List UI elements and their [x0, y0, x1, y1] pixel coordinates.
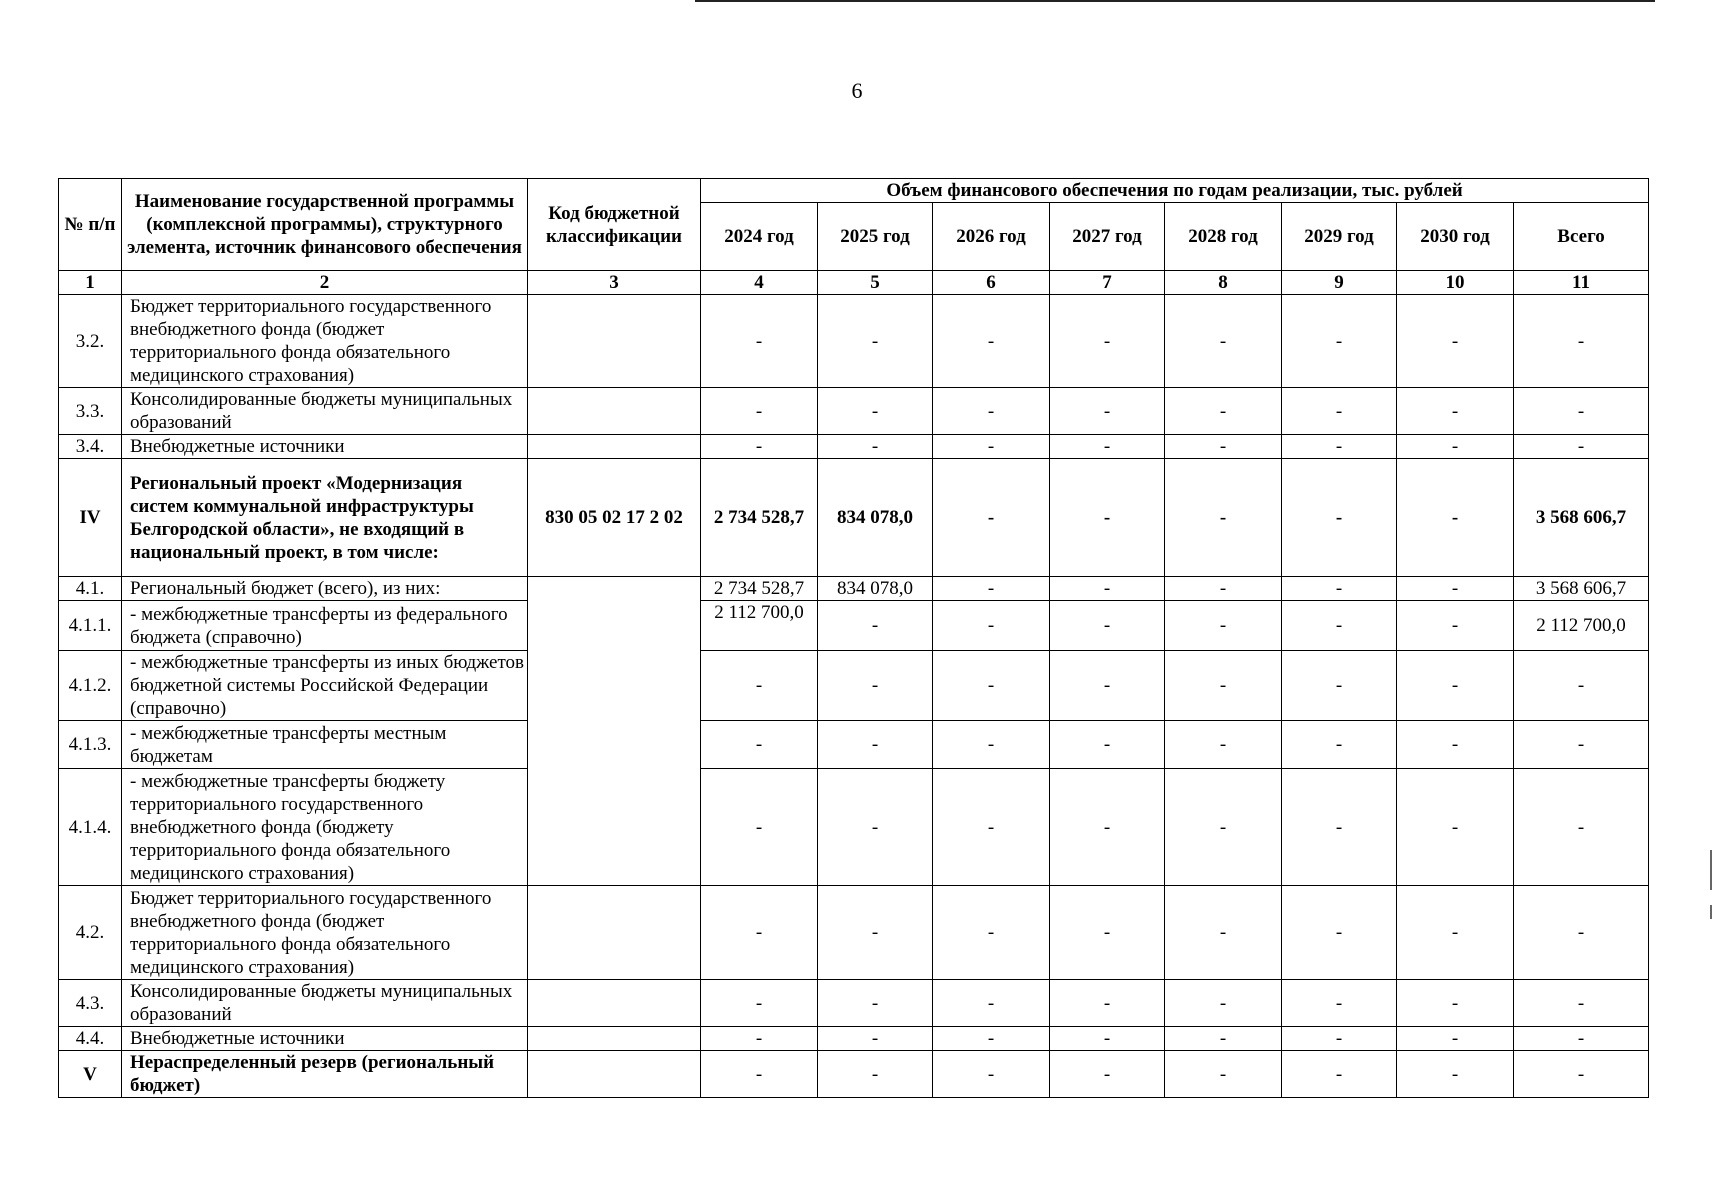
value-cell: -	[1165, 577, 1282, 601]
row-num: 3.3.	[59, 388, 122, 435]
value-cell: -	[1165, 601, 1282, 651]
header-year-2026: 2026 год	[933, 203, 1050, 271]
row-code	[528, 435, 701, 459]
value-cell: -	[701, 1051, 818, 1098]
table-row	[59, 388, 1649, 435]
table-row	[59, 886, 1649, 980]
value-cell: -	[1165, 459, 1282, 577]
row-code	[528, 886, 701, 980]
row-num: 4.1.1.	[59, 601, 122, 651]
value-cell: -	[1397, 1051, 1514, 1098]
table-row	[59, 1027, 1649, 1051]
col-number: 5	[818, 271, 933, 295]
table-row	[59, 459, 1649, 577]
value-cell: -	[1050, 1051, 1165, 1098]
value-cell: 2 734 528,7	[701, 577, 818, 601]
table-row	[59, 1051, 1649, 1098]
value-cell: -	[1050, 651, 1165, 721]
value-cell: -	[933, 1027, 1050, 1051]
value-cell: -	[933, 651, 1050, 721]
value-cell: -	[1397, 769, 1514, 886]
value-cell: -	[1282, 388, 1397, 435]
value-cell: -	[701, 651, 818, 721]
value-cell: -	[818, 980, 933, 1027]
value-cell: -	[701, 388, 818, 435]
value-cell: -	[1397, 459, 1514, 577]
value-cell: 3 568 606,7	[1514, 577, 1649, 601]
row-code: 830 05 02 17 2 02	[528, 459, 701, 577]
value-cell: -	[1282, 435, 1397, 459]
value-cell: -	[1165, 1051, 1282, 1098]
row-name: - межбюджетные трансферты местным бюджетам	[122, 721, 528, 769]
value-cell: -	[1282, 721, 1397, 769]
value-cell: -	[1050, 577, 1165, 601]
value-cell: -	[1282, 769, 1397, 886]
value-cell: -	[933, 721, 1050, 769]
value-cell: -	[1397, 886, 1514, 980]
col-number: 6	[933, 271, 1050, 295]
value-cell: -	[701, 886, 818, 980]
value-cell: -	[1397, 980, 1514, 1027]
value-cell: -	[1282, 651, 1397, 721]
row-num: 3.4.	[59, 435, 122, 459]
value-cell: -	[933, 295, 1050, 388]
value-cell: -	[1282, 886, 1397, 980]
value-cell: 834 078,0	[818, 459, 933, 577]
col-number: 2	[122, 271, 528, 295]
value-cell: -	[1165, 435, 1282, 459]
value-cell: -	[933, 601, 1050, 651]
row-name: Региональный проект «Модернизация систем коммунальной инфраструктуры Белгородской области», не входящий в национальный проект, в том числе:	[122, 459, 528, 577]
row-num: 4.1.3.	[59, 721, 122, 769]
row-name: Консолидированные бюджеты муниципальных образований	[122, 388, 528, 435]
col-number: 1	[59, 271, 122, 295]
value-cell: -	[818, 886, 933, 980]
financing-table	[58, 178, 1649, 1098]
value-cell: -	[1397, 651, 1514, 721]
table-row	[59, 980, 1649, 1027]
row-name: Бюджет территориального государственного внебюджетного фонда (бюджет территориального фонда обязательного медицинского страхования)	[122, 295, 528, 388]
value-cell: 2 112 700,0	[1514, 601, 1649, 651]
value-cell: -	[1514, 721, 1649, 769]
row-code	[528, 577, 701, 886]
value-cell: -	[1514, 1027, 1649, 1051]
value-cell: -	[1514, 388, 1649, 435]
value-cell: -	[818, 721, 933, 769]
col-number: 11	[1514, 271, 1649, 295]
table-row	[59, 295, 1649, 388]
row-name: Бюджет территориального государственного внебюджетного фонда (бюджет территориального фонда обязательного медицинского страхования)	[122, 886, 528, 980]
table-row	[59, 601, 1649, 651]
margin-mark	[1710, 850, 1712, 890]
value-cell: -	[1050, 459, 1165, 577]
row-num: 4.1.	[59, 577, 122, 601]
row-num: 4.4.	[59, 1027, 122, 1051]
row-name: Региональный бюджет (всего), из них:	[122, 577, 528, 601]
row-num: 4.1.4.	[59, 769, 122, 886]
value-cell: -	[1397, 435, 1514, 459]
row-name: Внебюджетные источники	[122, 1027, 528, 1051]
table-row	[59, 721, 1649, 769]
value-cell: -	[1282, 601, 1397, 651]
value-cell: 3 568 606,7	[1514, 459, 1649, 577]
value-cell: -	[1050, 435, 1165, 459]
value-cell: -	[933, 459, 1050, 577]
value-cell: -	[1514, 435, 1649, 459]
value-cell: -	[1397, 577, 1514, 601]
value-cell: -	[701, 1027, 818, 1051]
col-number: 8	[1165, 271, 1282, 295]
header-code: Код бюджетной классификации	[528, 179, 701, 271]
value-cell: -	[1282, 459, 1397, 577]
row-name: Консолидированные бюджеты муниципальных образований	[122, 980, 528, 1027]
value-cell: -	[933, 388, 1050, 435]
value-cell: -	[1514, 980, 1649, 1027]
value-cell: -	[818, 1051, 933, 1098]
value-cell: -	[1165, 769, 1282, 886]
value-cell: -	[818, 295, 933, 388]
value-cell: -	[1050, 886, 1165, 980]
value-cell: -	[933, 577, 1050, 601]
table-row	[59, 651, 1649, 721]
value-cell: -	[1514, 295, 1649, 388]
value-cell: -	[701, 295, 818, 388]
value-cell: -	[1165, 388, 1282, 435]
value-cell: -	[1514, 886, 1649, 980]
value-cell: -	[1282, 980, 1397, 1027]
page-number: 6	[851, 78, 863, 103]
value-cell: -	[1514, 1051, 1649, 1098]
row-num: V	[59, 1051, 122, 1098]
row-name: - межбюджетные трансферты из иных бюджетов бюджетной системы Российской Федерации (справочно)	[122, 651, 528, 721]
table-row	[59, 769, 1649, 886]
value-cell: -	[933, 769, 1050, 886]
header-volume: Объем финансового обеспечения по годам реализации, тыс. рублей	[701, 179, 1649, 203]
value-cell: -	[1165, 1027, 1282, 1051]
value-cell: -	[1050, 980, 1165, 1027]
value-cell: -	[1165, 721, 1282, 769]
header-year-2029: 2029 год	[1282, 203, 1397, 271]
value-cell: -	[1050, 1027, 1165, 1051]
value-cell: -	[1282, 295, 1397, 388]
value-cell: -	[1165, 295, 1282, 388]
value-cell: -	[1165, 980, 1282, 1027]
table-row	[59, 577, 1649, 601]
margin-mark	[1710, 905, 1712, 919]
value-cell: -	[1050, 769, 1165, 886]
value-cell: -	[701, 435, 818, 459]
value-cell: -	[1397, 601, 1514, 651]
row-code	[528, 1027, 701, 1051]
value-cell: -	[933, 980, 1050, 1027]
row-name: Нераспределенный резерв (региональный бюджет)	[122, 1051, 528, 1098]
value-cell: -	[933, 1051, 1050, 1098]
row-code	[528, 1051, 701, 1098]
value-cell: -	[1050, 601, 1165, 651]
col-number: 4	[701, 271, 818, 295]
row-code	[528, 388, 701, 435]
header-year-2028: 2028 год	[1165, 203, 1282, 271]
value-cell: -	[701, 721, 818, 769]
value-cell: -	[1397, 721, 1514, 769]
value-cell: -	[818, 651, 933, 721]
row-code	[528, 295, 701, 388]
value-cell: -	[1050, 721, 1165, 769]
row-name: - межбюджетные трансферты бюджету территориального государственного внебюджетного фонда (бюджету территориального фонда обязательного медицинского страхования)	[122, 769, 528, 886]
row-num: 4.1.2.	[59, 651, 122, 721]
value-cell: -	[818, 1027, 933, 1051]
header-year-2027: 2027 год	[1050, 203, 1165, 271]
row-num: IV	[59, 459, 122, 577]
value-cell: -	[1165, 886, 1282, 980]
header-total: Всего	[1514, 203, 1649, 271]
value-cell: -	[701, 769, 818, 886]
value-cell: 834 078,0	[818, 577, 933, 601]
header-year-2025: 2025 год	[818, 203, 933, 271]
value-cell: -	[818, 769, 933, 886]
value-cell: -	[1397, 1027, 1514, 1051]
row-name: - межбюджетные трансферты из федерального бюджета (справочно)	[122, 601, 528, 651]
header-name: Наименование государственной программы (комплексной программы), структурного элемента, источник финансового обеспечения	[122, 179, 528, 271]
header-year-2030: 2030 год	[1397, 203, 1514, 271]
header-num: № п/п	[59, 179, 122, 271]
row-num: 4.3.	[59, 980, 122, 1027]
row-num: 3.2.	[59, 295, 122, 388]
row-code	[528, 980, 701, 1027]
table-row	[59, 435, 1649, 459]
col-number: 3	[528, 271, 701, 295]
top-rule	[695, 0, 1655, 2]
row-num: 4.2.	[59, 886, 122, 980]
col-number: 7	[1050, 271, 1165, 295]
value-cell: -	[1514, 769, 1649, 886]
value-cell: -	[933, 886, 1050, 980]
col-number: 9	[1282, 271, 1397, 295]
header-year-2024: 2024 год	[701, 203, 818, 271]
value-cell: -	[701, 980, 818, 1027]
value-cell: -	[818, 388, 933, 435]
value-cell: -	[1397, 388, 1514, 435]
value-cell: -	[1282, 1051, 1397, 1098]
value-cell: -	[1514, 651, 1649, 721]
value-cell: -	[1397, 295, 1514, 388]
row-name: Внебюджетные источники	[122, 435, 528, 459]
value-cell: -	[1282, 577, 1397, 601]
value-cell: -	[818, 435, 933, 459]
value-cell: 2 734 528,7	[701, 459, 818, 577]
value-cell: -	[818, 601, 933, 651]
value-cell: -	[1050, 388, 1165, 435]
value-cell: 2 112 700,0	[701, 601, 818, 651]
value-cell: -	[1050, 295, 1165, 388]
value-cell: -	[933, 435, 1050, 459]
col-number: 10	[1397, 271, 1514, 295]
value-cell: -	[1282, 1027, 1397, 1051]
value-cell: -	[1165, 651, 1282, 721]
